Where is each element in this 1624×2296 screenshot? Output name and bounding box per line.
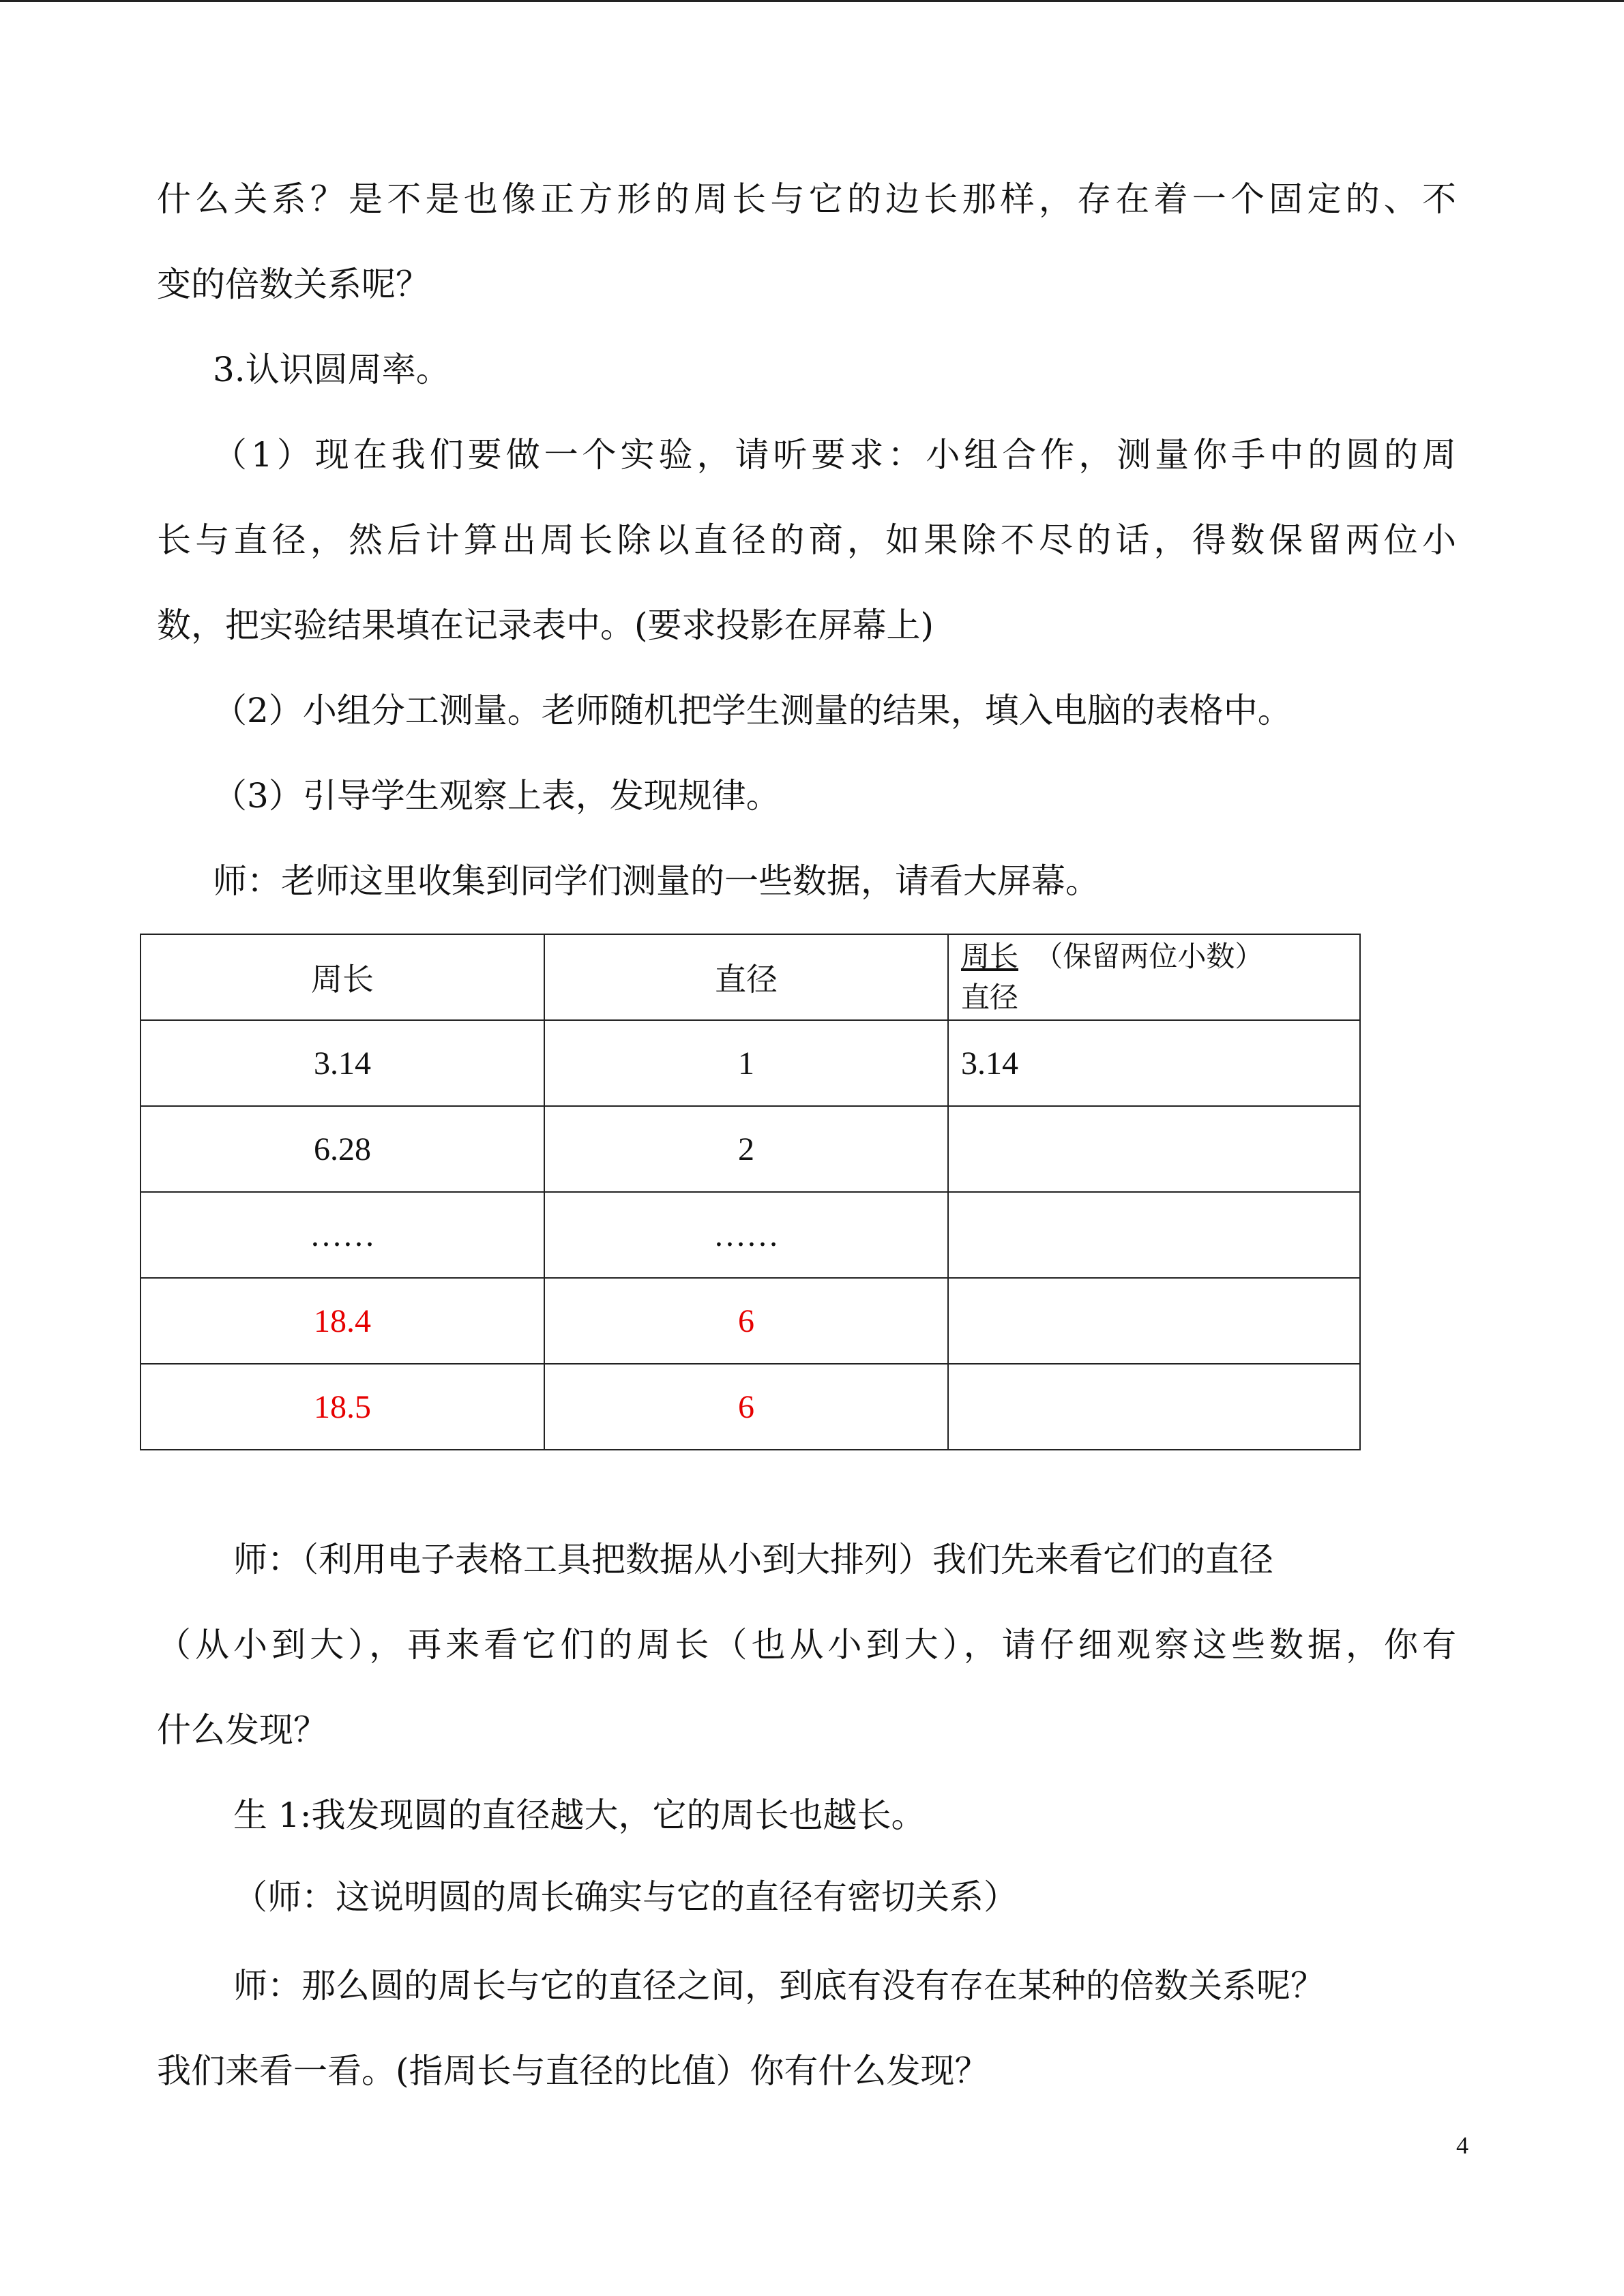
paragraph-line: 生 1:我发现圆的直径越大，它的周长也越长。: [233, 1795, 926, 1835]
cell-diameter: 6: [544, 1364, 948, 1450]
cell-diameter: 1: [544, 1020, 948, 1106]
paragraph-line: 师：老师这里收集到同学们测量的一些数据，请看大屏幕。: [213, 861, 1099, 901]
section-heading: 3.认识圆周率。: [213, 350, 450, 389]
paragraph-line: 什么关系？是不是也像正方形的周长与它的边长那样，存在着一个固定的、不: [157, 179, 1456, 219]
paragraph-line: （2）小组分工测量。老师随机把学生测量的结果，填入电脑的表格中。: [213, 691, 1292, 730]
cell-ratio: 3.14: [948, 1020, 1360, 1106]
table-row: [141, 1364, 1360, 1450]
cell-ratio: [948, 1278, 1360, 1364]
fraction-note: （保留两位小数）: [1034, 940, 1264, 973]
cell-diameter: ……: [544, 1192, 948, 1278]
cell-circumference: 3.14: [141, 1020, 544, 1106]
paragraph-line: 什么发现？: [157, 1710, 327, 1750]
paragraph-line: （从小到大），再来看它们的周长（也从小到大），请仔细观察这些数据，你有: [157, 1625, 1456, 1665]
fraction-numerator: 周长: [961, 940, 1019, 973]
cell-diameter: 6: [544, 1278, 948, 1364]
page-number: 4: [1456, 2132, 1468, 2159]
header-diameter: 直径: [544, 934, 948, 1020]
table-row: [141, 1278, 1360, 1364]
table-row: [141, 1020, 1360, 1106]
paragraph-line: （1）现在我们要做一个实验，请听要求：小组合作，测量你手中的圆的周: [213, 435, 1456, 475]
cell-circumference: 6.28: [141, 1106, 544, 1192]
measurement-table: [140, 934, 1361, 1450]
cell-circumference: 18.4: [141, 1278, 544, 1364]
paragraph-line: 我们来看一看。(指周长与直径的比值）你有什么发现？: [157, 2051, 989, 2091]
cell-ratio: [948, 1192, 1360, 1278]
table-header-row: [141, 934, 1360, 1020]
ratio-fraction: [961, 936, 1263, 1018]
paragraph-line: （师：这说明圆的周长确实与它的直径有密切关系）: [233, 1877, 1018, 1917]
header-ratio: [948, 934, 1360, 1020]
cell-diameter: 2: [544, 1106, 948, 1192]
paragraph-line: 师：（利用电子表格工具把数据从小到大排列）我们先来看它们的直径: [233, 1540, 1273, 1579]
paragraph-line: 数，把实验结果填在记录表中。(要求投影在屏幕上): [157, 606, 934, 645]
table-row: [141, 1106, 1360, 1192]
header-circumference: 周长: [141, 934, 544, 1020]
cell-ratio: [948, 1364, 1360, 1450]
cell-circumference: 18.5: [141, 1364, 544, 1450]
paragraph-line: 变的倍数关系呢？: [157, 265, 430, 304]
cell-ratio: [948, 1106, 1360, 1192]
paragraph-line: （3）引导学生观察上表，发现规律。: [213, 776, 780, 816]
cell-circumference: ……: [141, 1192, 544, 1278]
paragraph-line: 长与直径，然后计算出周长除以直径的商，如果除不尽的话，得数保留两位小: [157, 520, 1456, 560]
fraction-denominator: 直径: [961, 981, 1019, 1014]
table-row: [141, 1192, 1360, 1278]
paragraph-line: 师：那么圆的周长与它的直径之间，到底有没有存在某种的倍数关系呢？: [233, 1966, 1325, 2006]
page-top-border: [0, 0, 1624, 2]
